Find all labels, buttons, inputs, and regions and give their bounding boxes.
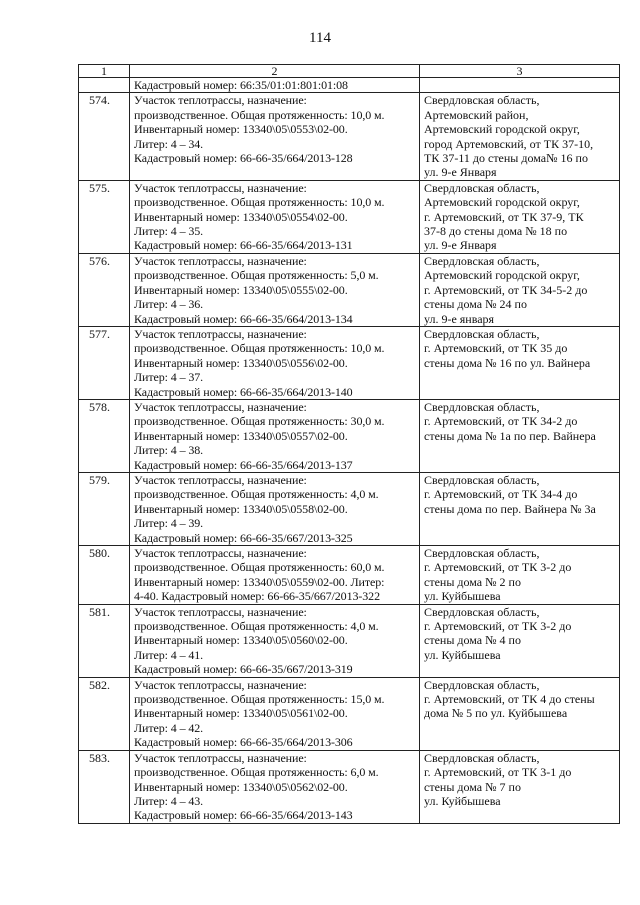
address-line: Артемовский городской округ, (424, 268, 580, 283)
description-line: Инвентарный номер: 13340\05\0555\02-00. (134, 282, 348, 297)
table-row (79, 399, 620, 472)
continuation-num-cell (79, 78, 130, 93)
address-line: стены дома № 4 по (424, 633, 521, 648)
address-line: Свердловская область, (424, 677, 540, 692)
column-header-3: 3 (420, 65, 620, 78)
description-line: Кадастровый номер: 66-66-35/667/2013-325 (134, 530, 353, 545)
object-address (420, 472, 620, 545)
description-line: Литер: 4 – 37. (134, 370, 204, 385)
description-line: Кадастровый номер: 66-66-35/664/2013-306 (134, 735, 353, 750)
description-line: Инвентарный номер: 13340\05\0554\02-00. (134, 209, 348, 224)
address-line: Свердловская область, (424, 93, 540, 108)
description-line: Участок теплотрассы, назначение: (134, 604, 307, 619)
address-line: г. Артемовский, от ТК 3-1 до (424, 765, 572, 780)
description-line: Инвентарный номер: 13340\05\0553\02-00. (134, 122, 348, 137)
property-table (78, 64, 620, 824)
row-number: 578. (79, 399, 130, 472)
description-line: Кадастровый номер: 66-66-35/664/2013-137 (134, 457, 353, 472)
object-description (130, 546, 420, 605)
description-line: производственное. Общая протяженность: 15,0 м. (134, 692, 385, 707)
address-line: ул. Куйбышева (424, 589, 501, 604)
object-description (130, 180, 420, 253)
description-line: Кадастровый номер: 66-66-35/664/2013-134 (134, 311, 353, 326)
row-number: 577. (79, 326, 130, 399)
address-line: Артемовский городской округ, (424, 195, 580, 210)
description-line: Инвентарный номер: 13340\05\0562\02-00. (134, 779, 348, 794)
description-line: Кадастровый номер: 66-66-35/664/2013-128 (134, 151, 353, 166)
address-line: Свердловская область, (424, 326, 540, 341)
object-description (130, 399, 420, 472)
page-number: 114 (309, 30, 331, 46)
row-number: 581. (79, 604, 130, 677)
description-line: Участок теплотрассы, назначение: (134, 399, 307, 414)
description-line: Кадастровый номер: 66-66-35/667/2013-319 (134, 662, 353, 677)
description-line: производственное. Общая протяженность: 10,0 м. (134, 195, 385, 210)
description-line: производственное. Общая протяженность: 30,0 м. (134, 414, 385, 429)
address-line: 37-8 до стены дома № 18 по (424, 224, 568, 239)
column-header-1: 1 (79, 65, 130, 78)
table-row (79, 546, 620, 605)
address-line: Свердловская область, (424, 750, 540, 765)
table-row (79, 180, 620, 253)
table-row (79, 253, 620, 326)
object-description (130, 326, 420, 399)
object-address (420, 399, 620, 472)
continuation-row (79, 78, 620, 93)
description-line: Литер: 4 – 34. (134, 136, 204, 151)
address-line: ул. 9-е Января (424, 165, 497, 180)
description-line: производственное. Общая протяженность: 10,0 м. (134, 107, 385, 122)
description-line: Литер: 4 – 43. (134, 793, 204, 808)
description-line: Участок теплотрассы, назначение: (134, 677, 307, 692)
address-line: стены дома № 7 по (424, 779, 521, 794)
object-description (130, 604, 420, 677)
description-line: производственное. Общая протяженность: 6,0 м. (134, 765, 379, 780)
object-address (420, 677, 620, 750)
address-line: г. Артемовский, от ТК 34-2 до (424, 414, 578, 429)
row-number: 576. (79, 253, 130, 326)
address-line: стены дома № 1а по пер. Вайнера (424, 428, 596, 443)
description-line: Инвентарный номер: 13340\05\0559\02-00. Литер: (134, 574, 385, 589)
description-line: Инвентарный номер: 13340\05\0556\02-00. (134, 355, 348, 370)
continuation-addr-cell (420, 78, 620, 93)
table-row (79, 93, 620, 180)
object-address (420, 546, 620, 605)
description-line: Участок теплотрассы, назначение: (134, 253, 307, 268)
address-line: город Артемовский, от ТК 37-10, (424, 136, 594, 151)
description-line: Участок теплотрассы, назначение: (134, 546, 307, 560)
address-line: ТК 37-11 до стены дома№ 16 по (424, 151, 588, 166)
object-description (130, 253, 420, 326)
description-line: Участок теплотрассы, назначение: (134, 750, 307, 765)
description-line: Кадастровый номер: 66-66-35/664/2013-140 (134, 384, 353, 399)
object-address (420, 326, 620, 399)
object-description (130, 93, 420, 180)
address-line: ул. Куйбышева (424, 647, 501, 662)
object-address (420, 604, 620, 677)
address-line: г. Артемовский, от ТК 3-2 до (424, 560, 572, 575)
description-line: Литер: 4 – 42. (134, 720, 204, 735)
address-line: г. Артемовский, от ТК 4 до стены (424, 692, 595, 707)
address-line: Свердловская область, (424, 253, 540, 268)
row-number: 583. (79, 750, 130, 823)
description-line: Литер: 4 – 36. (134, 297, 204, 312)
description-line: Инвентарный номер: 13340\05\0557\02-00. (134, 428, 348, 443)
description-line: производственное. Общая протяженность: 5,0 м. (134, 268, 379, 283)
object-address (420, 93, 620, 180)
description-line: Кадастровый номер: 66-66-35/664/2013-143 (134, 808, 353, 823)
address-line: г. Артемовский, от ТК 34-4 до (424, 487, 578, 502)
object-address (420, 180, 620, 253)
row-number: 580. (79, 546, 130, 605)
address-line: Артемовский городской округ, (424, 122, 580, 137)
address-line: г. Артемовский, от ТК 34-5-2 до (424, 282, 588, 297)
address-line: Свердловская область, (424, 399, 540, 414)
description-line: Инвентарный номер: 13340\05\0560\02-00. (134, 633, 348, 648)
address-line: стены дома № 24 по (424, 297, 527, 312)
continuation-desc-cell (130, 78, 420, 93)
row-number: 575. (79, 180, 130, 253)
description-line: Инвентарный номер: 13340\05\0561\02-00. (134, 706, 348, 721)
description-line: Литер: 4 – 35. (134, 224, 204, 239)
description-line: Участок теплотрассы, назначение: (134, 180, 307, 195)
description-line: Литер: 4 – 41. (134, 647, 204, 662)
address-line: ул. Куйбышева (424, 793, 501, 808)
address-line: дома № 5 по ул. Куйбышева (424, 706, 568, 721)
description-line: производственное. Общая протяженность: 10,0 м. (134, 341, 385, 356)
address-line: г. Артемовский, от ТК 3-2 до (424, 619, 572, 634)
description-line: производственное. Общая протяженность: 4,0 м. (134, 619, 379, 634)
address-line: г. Артемовский, от ТК 35 до (424, 341, 568, 356)
description-line: Кадастровый номер: 66-66-35/664/2013-131 (134, 238, 353, 253)
description-line: производственное. Общая протяженность: 60,0 м. (134, 560, 385, 575)
table-row (79, 604, 620, 677)
table-row (79, 750, 620, 823)
address-line: Артемовский район, (424, 107, 529, 122)
address-line: Свердловская область, (424, 472, 540, 487)
address-line: ул. 9-е января (424, 311, 495, 326)
description-line: Участок теплотрассы, назначение: (134, 93, 307, 108)
row-number: 579. (79, 472, 130, 545)
description-line: Участок теплотрассы, назначение: (134, 472, 307, 487)
description-line: Участок теплотрассы, назначение: (134, 326, 307, 341)
description-line: 4-40. Кадастровый номер: 66-66-35/667/2013-322 (134, 589, 380, 604)
table-row (79, 326, 620, 399)
object-description (130, 750, 420, 823)
object-address (420, 253, 620, 326)
description-line: Литер: 4 – 39. (134, 516, 204, 531)
description-line: производственное. Общая протяженность: 4,0 м. (134, 487, 379, 502)
row-number: 582. (79, 677, 130, 750)
description-line: Литер: 4 – 38. (134, 443, 204, 458)
address-line: г. Артемовский, от ТК 37-9, ТК (424, 209, 584, 224)
address-line: стены дома № 2 по (424, 574, 521, 589)
address-line: Свердловская область, (424, 604, 540, 619)
address-line: Свердловская область, (424, 180, 540, 195)
continuation-text: Кадастровый номер: 66:35/01:01:801:01:08 (134, 78, 348, 92)
object-address (420, 750, 620, 823)
table-row (79, 677, 620, 750)
address-line: Свердловская область, (424, 546, 540, 560)
header-row (79, 65, 620, 78)
address-line: ул. 9-е Января (424, 238, 497, 253)
description-line: Инвентарный номер: 13340\05\0558\02-00. (134, 501, 348, 516)
object-description (130, 677, 420, 750)
row-number: 574. (79, 93, 130, 180)
column-header-2: 2 (130, 65, 420, 78)
object-description (130, 472, 420, 545)
table-row (79, 472, 620, 545)
address-line: стены дома по пер. Вайнера № 3а (424, 501, 596, 516)
address-line: стены дома № 16 по ул. Вайнера (424, 355, 591, 370)
